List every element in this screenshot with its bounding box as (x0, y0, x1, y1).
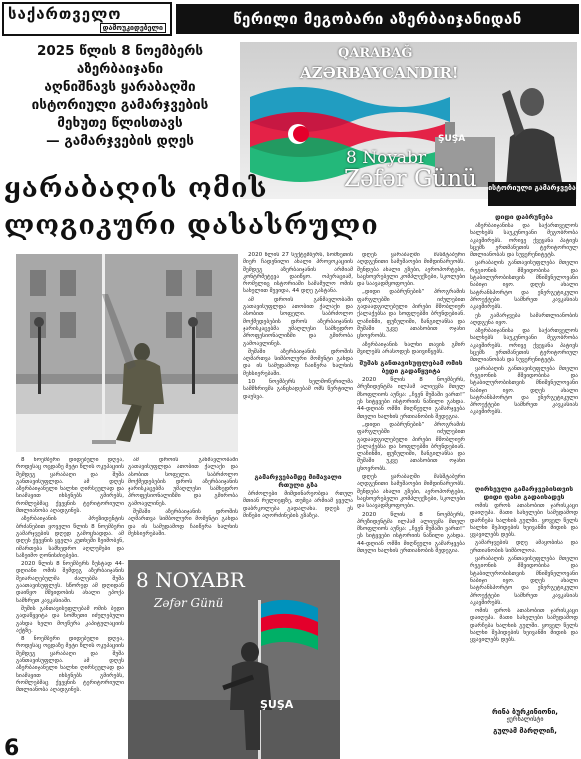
hero-caption: ისტორიული გამარჯვება (488, 182, 576, 206)
hero-lead (4, 42, 236, 150)
paragraph: ამ დროის განმავლობაში გათავისუფლდა ათობით ქალაქი და ასობით სოფელი. საბრძოლო მოქმედებების დროს აზერბაიჯანის ჯარისკაცებმა უმაღლესი სამხედრო პროფესიონალიზმი და გმირობა გამოავლინეს. (128, 457, 238, 507)
poster-city: ŞUŞA (260, 698, 294, 711)
paragraph: დღეს ყარაბაღში მასშტაბური აღდგენითი სამუშაოები მიმდინარეობს. შენდება ახალი გზები, აეროპორტები, საცხოვრებელი კომპლექსები, სკოლები და საავადმყოფოები. (357, 474, 465, 510)
paragraph: აზერბაიჯანის ხალხი თავის გმირ შვილებს არასოდეს დაივიწყებს. (357, 341, 465, 355)
paragraph: აზერბაიჯანის პრეზიდენტის ბრძანებით ყოველი წლის 8 ნოემბერი გამარჯვების დღედ გამოცხადდა. ამ დღეს ქვეყნის ყველა კუთხეში ზეიმობენ, იმართება სამხედრო აღლუმები და საზეიმო ღონისძიებები. (16, 516, 124, 559)
poster-date: 8 Noyabr (346, 148, 427, 168)
paragraph: 10 ნოემბერს ხელმოწერილმა სამმხრივმა განცხადებამ ომს წერტილი დაუსვა. (243, 379, 353, 400)
hero-line: აღნიშნავს ყარაბაღში (44, 79, 196, 95)
hero-line: აზერბაიჯანი (76, 61, 164, 77)
paragraph: ეს გამარჯვება სამართლიანობის აღდგენა იყო. (470, 312, 578, 326)
paragraph: შუშაში აზერბაიჯანის დროშის აღმართვა სიმბოლური მომენტი გახდა და ის სამუდამოდ ჩაიწერა ხალხის მეხსიერებაში. (128, 509, 238, 537)
article-column-a (16, 457, 124, 737)
subheading: დიდი დაბრუნება (495, 213, 553, 221)
paragraph: ომის დროს ათასობით ჯარისკაცი დაიღუპა. მათი სახელები სამუდამოდ დარჩება ხალხის გულში. ყოველ წელს ხალხი შეჰიდების ხეივანში მიდის და ყვავილებს დებს. (470, 503, 578, 539)
shusha-soldier-poster (128, 560, 340, 759)
paragraph: ომის დროს ათასობით ჯარისკაცი დაიღუპა. მათი სახელები სამუდამოდ დარჩება ხალხის გულში. ყოველ წელს ხალხი შეჰიდების ხეივანში მიდის და ყვავილებს დებს. (470, 608, 578, 644)
paragraph: ბრძოლები მიმდინარეობდა რთულ მთიან რელიეფზე, თუმცა არმიამ ყველა დაბრკოლება გადალახა. დღეს ეს მიწები აღორძინების გზაზეა. (243, 491, 353, 519)
headline (4, 170, 462, 244)
paragraph: ყარაბაღის განთავისუფლება მთელი რეგიონის მშვიდობისა და სტაბილურობისთვის მნიშვნელოვანი ნაბიჯი იყო. დღეს ახალი სატრანსპორტო და ენერგეტიკული პროექტები სამხრეთ კავკასიას აკავშირებს. (470, 260, 578, 311)
paragraph: აზერბაიჯანისა და საქართველოს ხალხებს საუკუნოვანი მეგობრობა აკავშირებს. ორივე ქვეყანა პატივს სცემს ერთმანეთის ტერიტორიულ მთლიანობას და სუვერენიტეტს. (470, 223, 578, 259)
paragraph: შუშის განთავისუფლებამ ომის ბედი გადაწყვიტა და სომხეთი იძულებული გახდა ხელი მოეწერა კაპიტულაციის აქტზე. (16, 605, 124, 634)
article-column-b3 (243, 470, 353, 556)
paragraph: გამარჯვების დღე ამაყობისა და ერთიანობის სიმბოლოა. (470, 540, 578, 554)
soldier-flag-photo (16, 254, 238, 452)
paragraph: 2020 წლის 8 ნოემბერს ზუსტად 44-დღიანი ომის შემდეგ აზერბაიჯანის შეიარაღებულმა ძალებმა შუშა გაათავისუფლეს. სწორედ ამ დღიდან დაიწყო მშვიდობის ახალი ეპოქა სამხრეთ კავკასიაში. (16, 561, 124, 604)
paragraph: ამ დროის განმავლობაში გათავისუფლდა ათობით ქალაქი და ასობით სოფელი. საბრძოლო მოქმედებების დროს აზერბაიჯანის ჯარისკაცებმა უმაღლესი სამხედრო პროფესიონალიზმი და გმირობა გამოავლინეს. (243, 296, 353, 347)
section-banner: წერილი მეგობარი აზერბაიჯანიდან (176, 4, 579, 34)
paragraph: 2020 წლის 8 ნოემბერს, პრეზიდენტმა ილჰამ ალიევმა მთელ მსოფლიოს აუწყა: „ჩვენ შუშაში ვართ!“ ეს სიტყვები ისტორიის ნაწილი გახდა. 44-დღიან ომში მიღწეული გამარჯვება მთელი ხალხის ერთიანობის შედეგია. (357, 377, 465, 420)
article-column-b2 (128, 457, 238, 557)
paragraph: აზერბაიჯანისა და საქართველოს ხალხებს საუკუნოვანი მეგობრობა აკავშირებს. ორივე ქვეყანა პატივს სცემს ერთმანეთის ტერიტორიულ მთლიანობას და სუვერენიტეტს. (470, 328, 578, 364)
hero-line: მეხუთე წლისთავს (57, 115, 183, 131)
headline-line: ყარაბაღის ომის (4, 173, 268, 204)
paragraph: 2020 წლის 8 ნოემბერს, პრეზიდენტმა ილჰამ ალიევმა მთელ მსოფლიოს აუწყა: „ჩვენ შუშაში ვართ!“ ეს სიტყვები ისტორიის ნაწილი გახდა. 44-დღიან ომში მიღწეული გამარჯვება მთელი ხალხის ერთიანობის შედეგია. (357, 511, 465, 554)
headline-line: ლოგიკური დასასრული (4, 210, 379, 241)
paragraph: შუშაში აზერბაიჯანის დროშის აღმართვა სიმბოლური მომენტი გახდა და ის სამუდამოდ ჩაიწერა ხალხის მეხსიერებაში. (243, 348, 353, 377)
poster-date: 8 NOYABR (136, 568, 245, 592)
hero-line: — გამარჯვების დღეს (46, 133, 194, 149)
article-column-d (470, 210, 578, 470)
hero-line: 2025 წლის 8 ნოემბერს (36, 43, 204, 59)
article-column-c (357, 252, 465, 757)
author-signoff (470, 708, 580, 735)
paragraph: „დიდი დაბრუნების“ პროგრამის ფარგლებში იძულებით გადაადგილებული პირები მშობლიურ ქალაქებსა და სოფლებში ბრუნდებიან. ლაჩინში, ფუზულიში, ზანგილანსა და შუშაში უკვე ათასობით ოჯახი ცხოვრობს. (357, 421, 465, 472)
author-title: ჟურნალისტი (506, 716, 544, 723)
author-name: გულამ მარღლიჩ, (493, 727, 557, 735)
poster-title: AZƏRBAYCANDIR! (300, 64, 459, 82)
subheading: ღირსეული გამარჯვებისთვის დიდი ფასი გადაიხადეს (474, 485, 574, 501)
paragraph: 8 ნოემბერი დიდებული დღეა, როდესაც ოცდაზე მეტი წლის ოკუპაციის შემდეგ ყარაბაღი და შუშა განთავისუფლდა. ამ დღეს აზერბაიჯანელი ხალხი ღირსეულად და სიამაყით იხსენებს გმირებს, რომლებმაც ქვეყნის ტერიტორიული მთლიანობა აღადგინეს. (16, 636, 124, 694)
paragraph: ყარაბაღის განთავისუფლება მთელი რეგიონის მშვიდობისა და სტაბილურობისთვის მნიშვნელოვანი ნაბიჯი იყო. დღეს ახალი სატრანსპორტო და ენერგეტიკული პროექტები სამხრეთ კავკასიას აკავშირებს. (470, 556, 578, 606)
subheading: შუშას განთავისუფლებამ ომის ბედი გადაწყვიტა (359, 359, 463, 376)
soldier-flag-illustration (16, 254, 238, 452)
page-number: 6 (4, 736, 20, 759)
paragraph: „დიდი დაბრუნების“ პროგრამის ფარგლებში იძულებით გადაადგილებული პირები მშობლიურ ქალაქებსა და სოფლებში ბრუნდებიან. ლაჩინში, ფუზულიში, ზანგილანსა და შუშაში უკვე ათასობით ოჯახი ცხოვრობს. (357, 289, 465, 340)
poster-day: Zəfər Günü (154, 596, 224, 610)
logo-title: საქართველო (8, 5, 122, 23)
paragraph: დღეს ყარაბაღში მასშტაბური აღდგენითი სამუშაოები მიმდინარეობს. შენდება ახალი გზები, აეროპორტები, საცხოვრებელი კომპლექსები, სკოლები და საავადმყოფოები. (357, 252, 465, 288)
poster-title: QARABAĞ (338, 46, 413, 61)
paragraph: 8 ნოემბერი დიდებული დღეა, როდესაც ოცდაზე მეტი წლის ოკუპაციის შემდეგ ყარაბაღი და შუშა განთავისუფლდა. ამ დღეს აზერბაიჯანელი ხალხი ღირსეულად და სიამაყით იხსენებს გმირებს, რომლებმაც ქვეყნის ტერიტორიული მთლიანობა აღადგინეს. (16, 457, 124, 515)
newspaper-logo (2, 2, 172, 36)
article-column-d2 (470, 482, 578, 704)
hero-line: ისტორიული გამარჯვების (31, 97, 209, 113)
poster-day: Zəfər Günü (344, 166, 477, 192)
masthead (0, 0, 581, 38)
logo-subtitle: დამოუკიდებელი (100, 23, 166, 33)
paragraph: 2020 წლის 27 სექტემბერს, სომხეთის მიერ ჩადენილი ახალი პროვოკაციის შემდეგ აზერბაიჯანის არმიამ კონტრშეტევა დაიწყო. ოპერაციამ, რომელიც ისტორიაში სამამულო ომის სახელით შევიდა, 44 დღე გასტანა. (243, 252, 353, 295)
paragraph: ყარაბაღის განთავისუფლება მთელი რეგიონის მშვიდობისა და სტაბილურობისთვის მნიშვნელოვანი ნაბიჯი იყო. დღეს ახალი სატრანსპორტო და ენერგეტიკული პროექტები სამხრეთ კავკასიას აკავშირებს. (470, 365, 578, 416)
author-name: რინა ბურკინიონი, (492, 708, 558, 716)
subheading: გამარჯვებამდე მიმავალი რთული გზა (254, 473, 342, 489)
poster-city: ŞUŞA (438, 134, 466, 144)
